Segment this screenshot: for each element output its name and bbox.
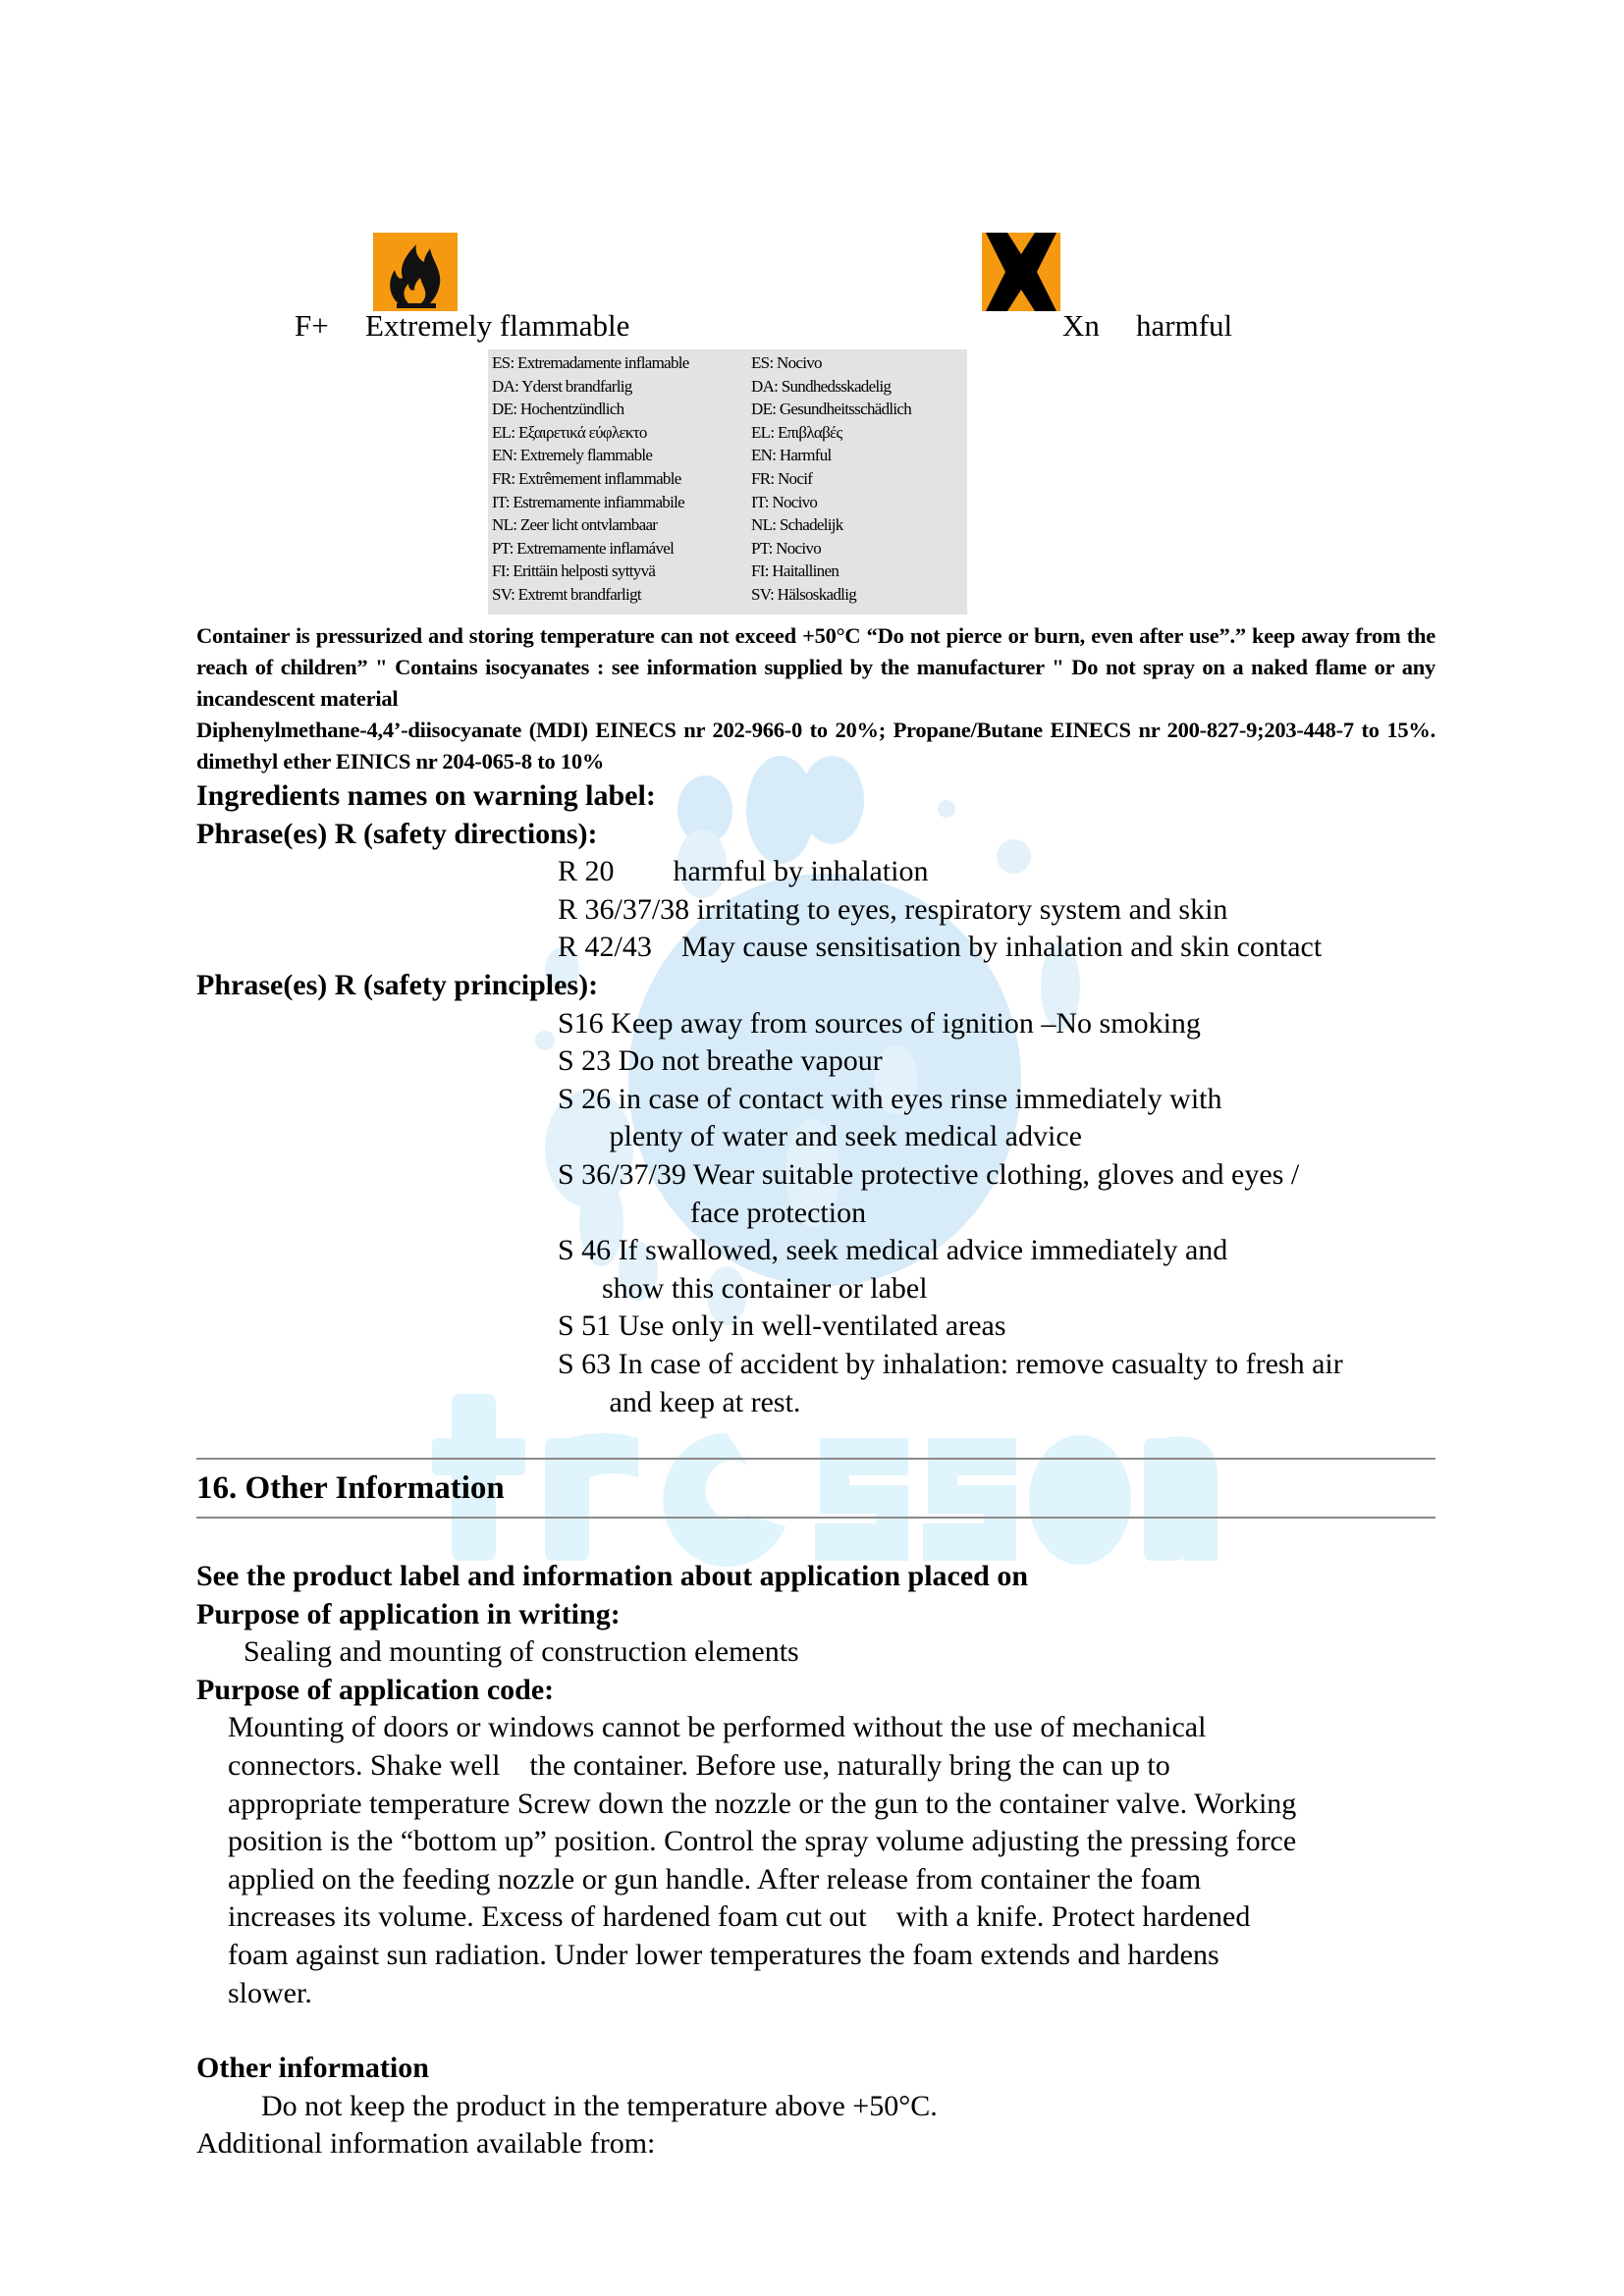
paragraph-line: applied on the feeding nozzle or gun handle. After release from container the foam bbox=[228, 1862, 1202, 1896]
translation-item: EL: Εξαιρετικά εύφλεκτο bbox=[492, 422, 647, 442]
hazard-translations bbox=[488, 349, 967, 614]
flammable-translations bbox=[492, 351, 689, 607]
translation-item: NL: Zeer licht ontvlambaar bbox=[492, 515, 658, 535]
ingredients-heading: Ingredients names on warning label: bbox=[196, 779, 656, 812]
translation-item: FR: Nocif bbox=[751, 468, 813, 488]
s-phrase: S 46 If swallowed, seek medical advice immediately and bbox=[558, 1234, 1228, 1267]
translation-item: FI: Haitallinen bbox=[751, 561, 839, 581]
paragraph-line: connectors. Shake well the container. Before use, naturally bring the can up to bbox=[228, 1748, 1170, 1782]
s-phrase: show this container or label bbox=[558, 1271, 928, 1305]
translation-item: DE: Gesundheitsschädlich bbox=[751, 400, 912, 419]
translation-item: ES: Extremadamente inflamable bbox=[492, 353, 689, 372]
hazard-f-label: Extremely flammable bbox=[365, 308, 630, 343]
s-phrase: S 51 Use only in well-ventilated areas bbox=[558, 1309, 1006, 1343]
r-phrases-heading: Phrase(es) R (safety directions): bbox=[196, 817, 598, 850]
section-16 bbox=[196, 1458, 1435, 2163]
translation-item: SV: Extremt brandfarligt bbox=[492, 584, 641, 604]
purpose-code-text bbox=[196, 1709, 1435, 2012]
translation-item: ES: Nocivo bbox=[751, 353, 822, 372]
s-phrase: S 36/37/39 Wear suitable protective clothing, gloves and eyes / bbox=[558, 1157, 1300, 1191]
section-16-title: 16. Other Information bbox=[196, 1470, 505, 1506]
s-phrases-heading: Phrase(es) R (safety principles): bbox=[196, 968, 599, 1001]
paragraph-line: slower. bbox=[228, 1976, 312, 2009]
paragraph-line: increases its volume. Excess of hardened foam cut out with a knife. Protect hardened bbox=[228, 1900, 1251, 1934]
composition-paragraph: Diphenylmethane-4,4’-diisocyanate (MDI) EINECS nr 202-966-0 to 20%; Propane/Butane EINECS nr 200-827-9;203-448-7 to 15%. dimethyl ether EINICS nr 204-065-8 to 10% bbox=[196, 718, 1435, 774]
hazard-xn-code: Xn bbox=[1062, 308, 1100, 343]
paragraph-line: Mounting of doors or windows cannot be performed without the use of mechanical bbox=[228, 1711, 1207, 1744]
translation-item: EN: Extremely flammable bbox=[492, 446, 653, 465]
harmful-translations bbox=[751, 351, 911, 607]
s-phrase: and keep at rest. bbox=[558, 1385, 801, 1418]
translation-item: IT: Estremamente infiammabile bbox=[492, 492, 684, 511]
translation-item: FR: Extrêmement inflammable bbox=[492, 468, 681, 488]
translation-item: NL: Schadelijk bbox=[751, 515, 843, 535]
warning-text bbox=[196, 620, 1435, 777]
translation-item: IT: Nocivo bbox=[751, 492, 818, 511]
hazard-xn-label: harmful bbox=[1136, 308, 1233, 343]
see-label-text: See the product label and information about application placed on bbox=[196, 1560, 1029, 1592]
flammable-symbol bbox=[373, 233, 458, 311]
r-phrase: R 42/43 May cause sensitisation by inhalation and skin contact bbox=[558, 931, 1323, 964]
additional-info-text: Additional information available from: bbox=[196, 2127, 656, 2161]
safety-label-section bbox=[196, 620, 1435, 1421]
translation-item: DE: Hochentzündlich bbox=[492, 400, 624, 419]
warning-paragraph: Container is pressurized and storing temperature can not exceed +50°C “Do not pierce or burn, even after use”.” keep away from the reach of children” " Contains isocyanates : see information supplied by the manufacturer " Do not spray on a naked flame or any incandescent material bbox=[196, 623, 1435, 711]
translation-item: FI: Erittäin helposti syttyvä bbox=[492, 561, 656, 581]
translation-item: PT: Extremamente inflamável bbox=[492, 538, 675, 558]
harmful-symbol bbox=[982, 233, 1060, 311]
paragraph-line: foam against sun radiation. Under lower temperatures the foam extends and hardens bbox=[228, 1938, 1219, 1971]
translation-item: EL: Επιβλαβές bbox=[751, 422, 842, 442]
s-phrase: S 63 In case of accident by inhalation: remove casualty to fresh air bbox=[558, 1347, 1343, 1380]
translation-item: DA: Yderst brandfarlig bbox=[492, 376, 632, 396]
translation-item: PT: Nocivo bbox=[751, 538, 822, 558]
translation-item: EN: Harmful bbox=[751, 446, 832, 465]
s-phrase: S16 Keep away from sources of ignition –No smoking bbox=[558, 1006, 1201, 1040]
purpose-code-heading: Purpose of application code: bbox=[196, 1673, 555, 1706]
purpose-writing-heading: Purpose of application in writing: bbox=[196, 1597, 621, 1630]
paragraph-line: appropriate temperature Screw down the nozzle or the gun to the container valve. Working bbox=[228, 1787, 1297, 1820]
s-phrase: S 23 Do not breathe vapour bbox=[558, 1044, 883, 1078]
other-info-text: Do not keep the product in the temperature above +50°C. bbox=[261, 2089, 938, 2122]
cross-icon bbox=[982, 233, 1060, 311]
translation-item: SV: Hälsoskadlig bbox=[751, 584, 857, 604]
other-info-heading: Other information bbox=[196, 2052, 429, 2085]
flame-icon bbox=[373, 233, 458, 311]
translation-item: DA: Sundhedsskadelig bbox=[751, 376, 892, 396]
r-phrase: R 20 harmful by inhalation bbox=[558, 855, 929, 888]
purpose-writing-text: Sealing and mounting of construction elements bbox=[244, 1635, 799, 1669]
s-phrase: face protection bbox=[558, 1196, 867, 1229]
hazard-f-code: F+ bbox=[295, 308, 329, 343]
paragraph-line: position is the “bottom up” position. Control the spray volume adjusting the pressing force bbox=[228, 1825, 1297, 1858]
s-phrase: S 26 in case of contact with eyes rinse immediately with bbox=[558, 1082, 1222, 1115]
r-phrase: R 36/37/38 irritating to eyes, respiratory system and skin bbox=[558, 892, 1228, 926]
s-phrase: plenty of water and seek medical advice bbox=[558, 1120, 1082, 1153]
